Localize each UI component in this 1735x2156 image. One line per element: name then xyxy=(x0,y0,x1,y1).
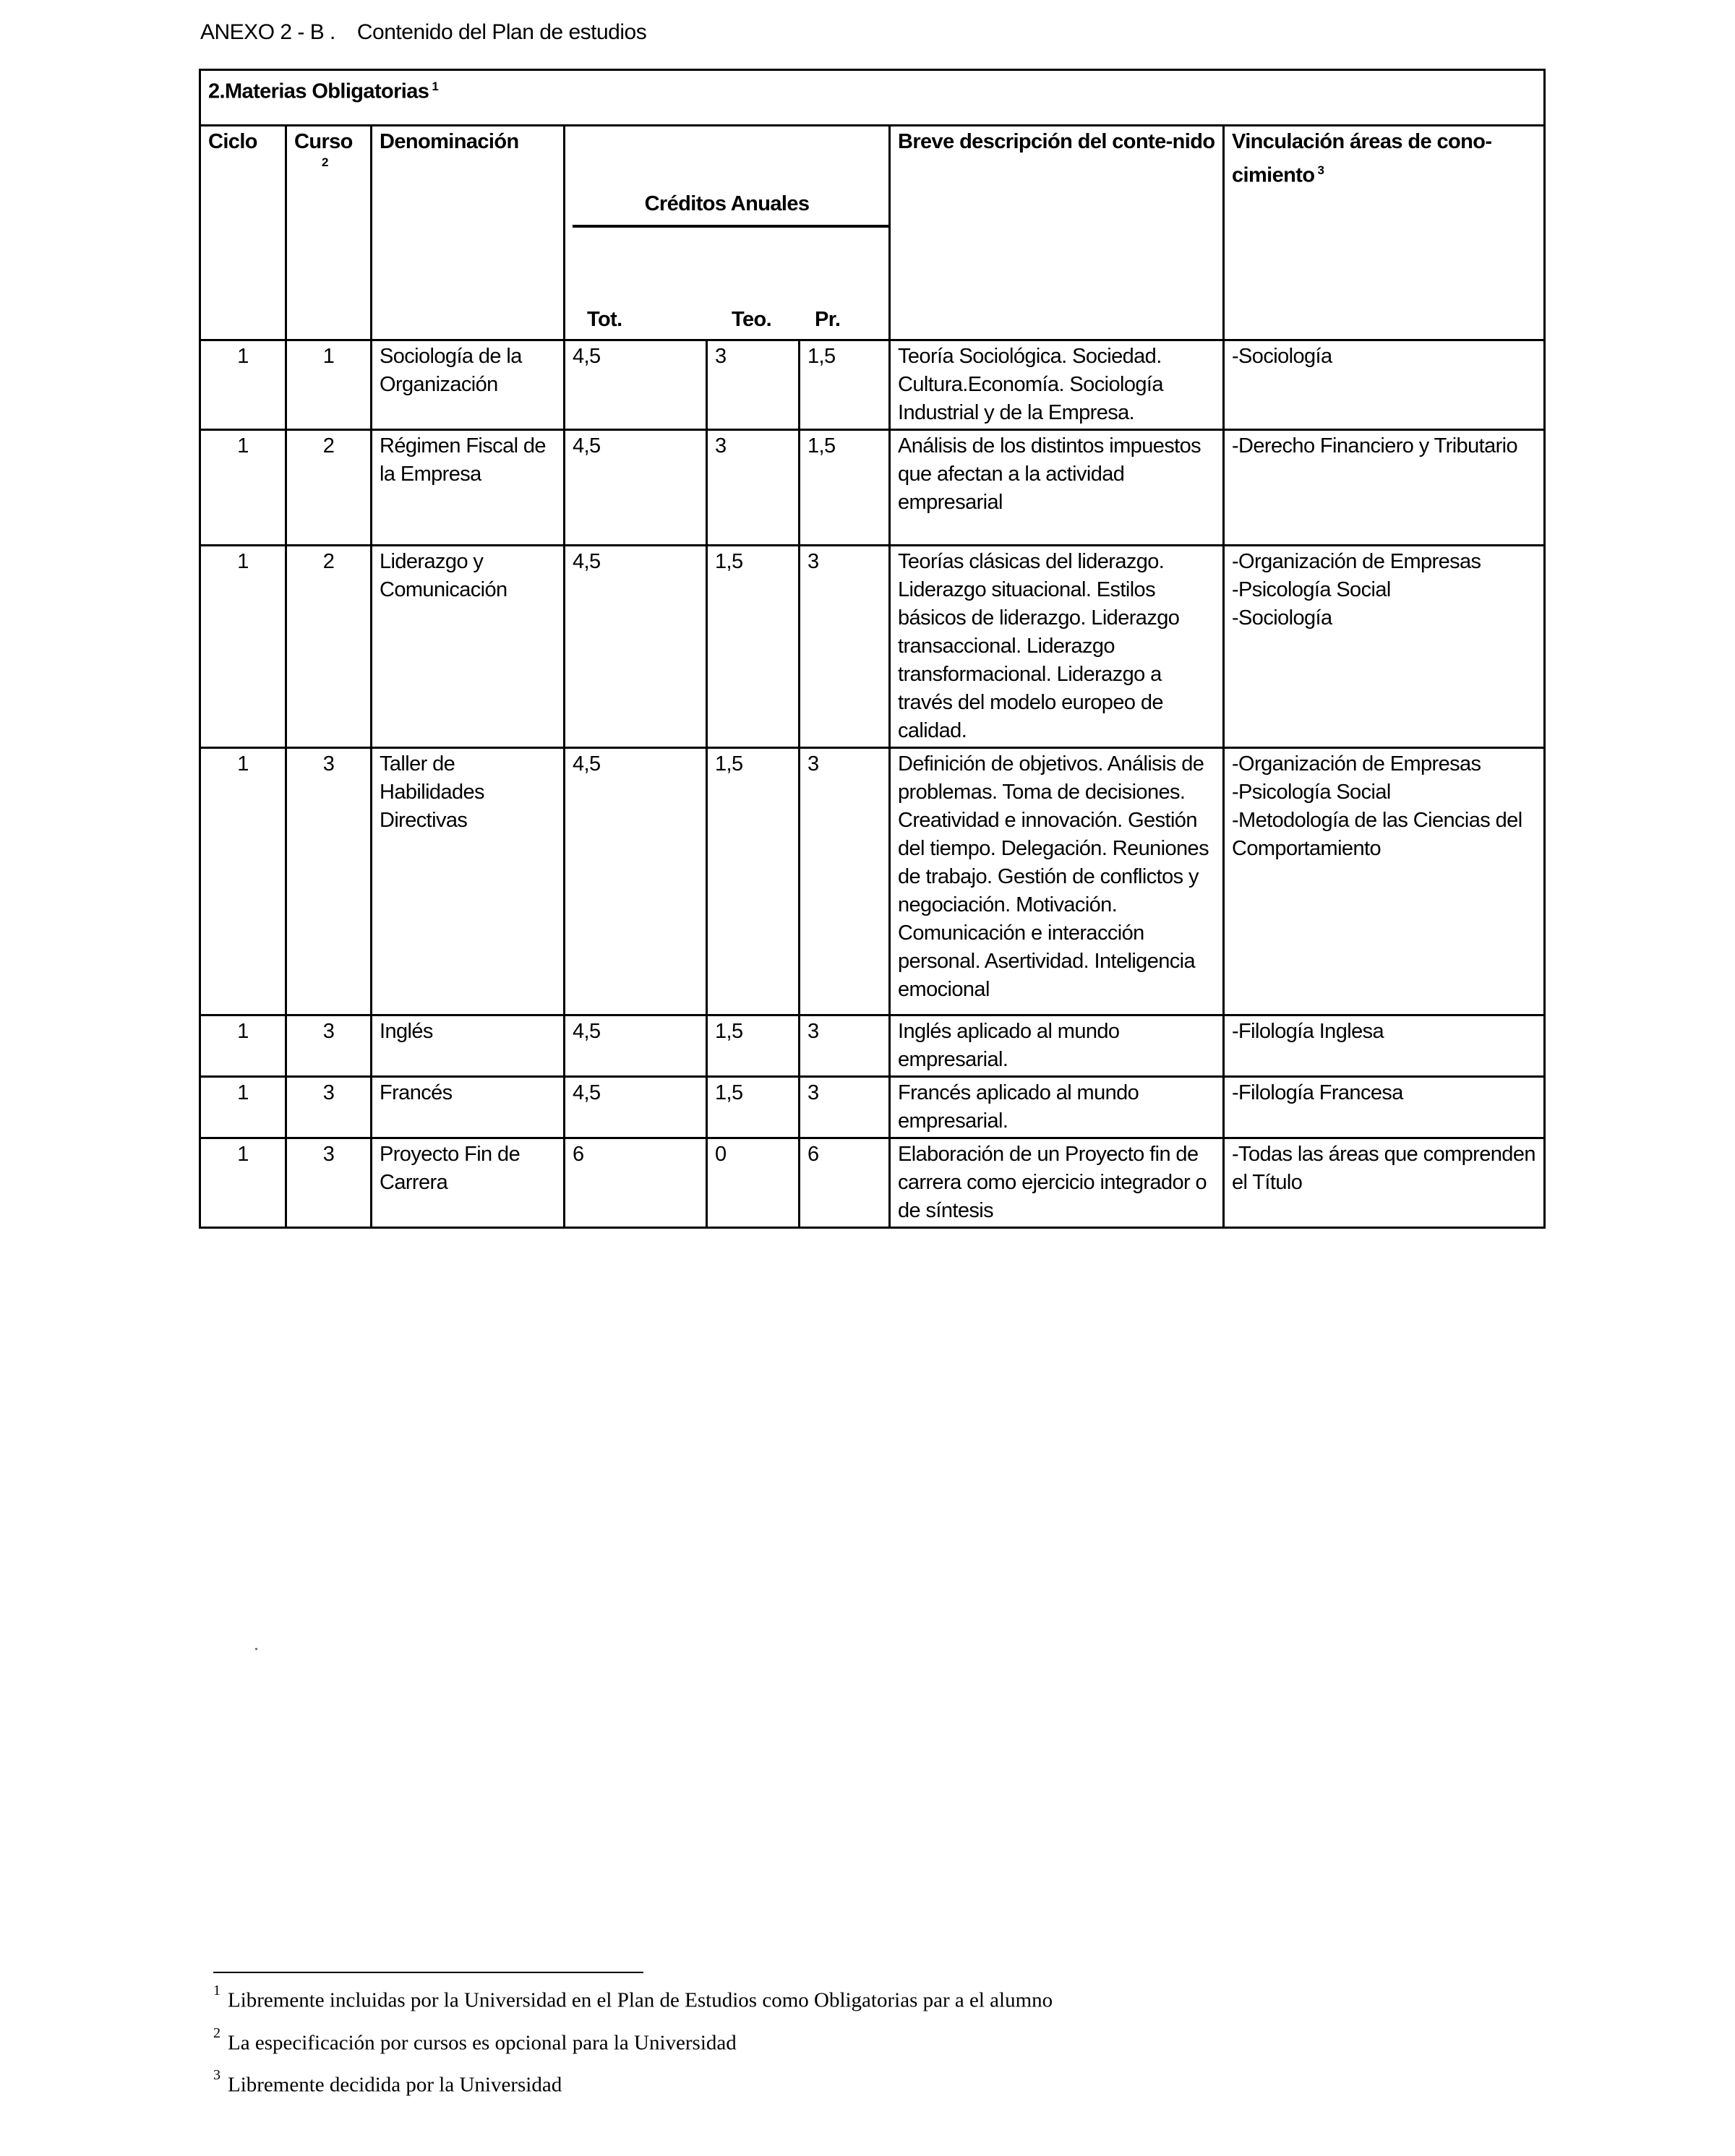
cell-teo: 1,5 xyxy=(707,748,800,1015)
cell-vinculacion: -Organización de Empresas -Psicología Social -Metodología de las Ciencias del Comportamiento xyxy=(1224,748,1545,1015)
cell-pr: 6 xyxy=(800,1138,890,1228)
footnotes xyxy=(213,1977,1053,2104)
cell-pr: 1,5 xyxy=(800,430,890,546)
cell-denominacion: Francés xyxy=(372,1077,565,1138)
cell-teo: 3 xyxy=(707,430,800,546)
cell-curso: 2 xyxy=(286,430,372,546)
cell-ciclo: 1 xyxy=(200,340,286,430)
cell-teo: 1,5 xyxy=(707,1015,800,1077)
footnote-2: $^2$ La especificación por cursos es opcional para la Universidad xyxy=(213,2024,737,2055)
cell-pr: 3 xyxy=(800,546,890,748)
cell-descripcion: Inglés aplicado al mundo empresarial. xyxy=(890,1015,1224,1077)
footnote-3: $^3$ Libremente decidida por la Universidad xyxy=(213,2067,562,2097)
column-header-pr: Pr. xyxy=(815,308,841,331)
cell-tot: 4,5 xyxy=(565,1077,707,1138)
cell-ciclo: 1 xyxy=(200,748,286,1015)
cell-tot: 6 xyxy=(565,1138,707,1228)
cell-curso: 1 xyxy=(286,340,372,430)
cell-ciclo: 1 xyxy=(200,1077,286,1138)
footnote-1: $^1$ Libremente incluidas por la Universidad en el Plan de Estudios como Obligatorias par a el alumno xyxy=(213,1983,1053,2012)
column-header-vinculacion: Vinculación áreas de cono-cimiento $^3$ xyxy=(1224,126,1545,340)
column-header-tot: Tot. xyxy=(587,308,622,331)
annex-label: ANEXO 2 - B . xyxy=(200,20,335,44)
cell-curso: 2 xyxy=(286,546,372,748)
cell-pr: 3 xyxy=(800,1077,890,1138)
cell-curso: 3 xyxy=(286,1077,372,1138)
column-header-curso: Curso 2 xyxy=(286,126,372,340)
cell-curso: 3 xyxy=(286,1015,372,1077)
cell-denominacion: Liderazgo y Comunicación xyxy=(372,546,565,748)
cell-vinculacion: -Sociología xyxy=(1224,340,1545,430)
cell-descripcion: Francés aplicado al mundo empresarial. xyxy=(890,1077,1224,1138)
column-header-descripcion: Breve descripción del conte-nido xyxy=(890,126,1224,340)
cell-tot: 4,5 xyxy=(565,340,707,430)
column-header-creditos xyxy=(565,126,890,340)
footnote-rule xyxy=(213,1972,643,1973)
cell-pr: 3 xyxy=(800,1015,890,1077)
cell-denominacion: Sociología de la Organización xyxy=(372,340,565,430)
cell-descripcion: Análisis de los distintos impuestos que afectan a la actividad empresarial xyxy=(890,430,1224,546)
page-title: Contenido del Plan de estudios xyxy=(356,20,647,44)
cell-descripcion: Teoría Sociológica. Sociedad. Cultura.Economía. Sociología Industrial y de la Empresa. xyxy=(890,340,1224,430)
cell-vinculacion: -Organización de Empresas -Psicología Social -Sociología xyxy=(1224,546,1545,748)
scan-speck xyxy=(255,1648,257,1650)
cell-tot: 4,5 xyxy=(565,748,707,1015)
table-title-row xyxy=(200,70,1545,126)
column-header-row xyxy=(200,126,1545,340)
table-row xyxy=(200,1015,1545,1077)
cell-vinculacion: -Filología Francesa xyxy=(1224,1077,1545,1138)
table-row xyxy=(200,1138,1545,1228)
cell-teo: 3 xyxy=(707,340,800,430)
creditos-title: Créditos Anuales xyxy=(644,192,810,215)
cell-ciclo: 1 xyxy=(200,1138,286,1228)
cell-descripcion: Elaboración de un Proyecto fin de carrera como ejercicio integrador o de síntesis xyxy=(890,1138,1224,1228)
table-row xyxy=(200,1077,1545,1138)
creditos-rule xyxy=(573,225,888,228)
cell-vinculacion: -Filología Inglesa xyxy=(1224,1015,1545,1077)
table-row xyxy=(200,546,1545,748)
cell-teo: 0 xyxy=(707,1138,800,1228)
cell-denominacion: Proyecto Fin de Carrera xyxy=(372,1138,565,1228)
cell-pr: 3 xyxy=(800,748,890,1015)
cell-ciclo: 1 xyxy=(200,1015,286,1077)
cell-ciclo: 1 xyxy=(200,430,286,546)
cell-denominacion: Inglés xyxy=(372,1015,565,1077)
table-row xyxy=(200,748,1545,1015)
column-header-denominacion: Denominación xyxy=(372,126,565,340)
cell-vinculacion: -Derecho Financiero y Tributario xyxy=(1224,430,1545,546)
cell-vinculacion: -Todas las áreas que comprenden el Título xyxy=(1224,1138,1545,1228)
cell-ciclo: 1 xyxy=(200,546,286,748)
cell-curso: 3 xyxy=(286,1138,372,1228)
cell-denominacion: Régimen Fiscal de la Empresa xyxy=(372,430,565,546)
cell-curso: 3 xyxy=(286,748,372,1015)
section-title: 2.Materias Obligatorias $^1$ xyxy=(200,70,1545,126)
cell-pr: 1,5 xyxy=(800,340,890,430)
column-header-teo: Teo. xyxy=(732,308,772,331)
cell-tot: 4,5 xyxy=(565,546,707,748)
cell-denominacion: Taller de Habilidades Directivas xyxy=(372,748,565,1015)
cell-descripcion: Teorías clásicas del liderazgo. Liderazgo situacional. Estilos básicos de liderazgo. Liderazgo transaccional. Liderazgo transformacional. Liderazgo a través del modelo europeo de calidad. xyxy=(890,546,1224,748)
cell-tot: 4,5 xyxy=(565,1015,707,1077)
subjects-table xyxy=(199,69,1546,1229)
table-row xyxy=(200,430,1545,546)
cell-descripcion: Definición de objetivos. Análisis de problemas. Toma de decisiones. Creatividad e innovación. Gestión del tiempo. Delegación. Reuniones de trabajo. Gestión de conflictos y negociación. Motivación. Comunicación e interacción personal. Asertividad. Inteligencia emocional xyxy=(890,748,1224,1015)
cell-tot: 4,5 xyxy=(565,430,707,546)
cell-teo: 1,5 xyxy=(707,1077,800,1138)
cell-teo: 1,5 xyxy=(707,546,800,748)
page-header xyxy=(200,20,646,45)
table-row xyxy=(200,340,1545,430)
column-header-ciclo: Ciclo xyxy=(200,126,286,340)
